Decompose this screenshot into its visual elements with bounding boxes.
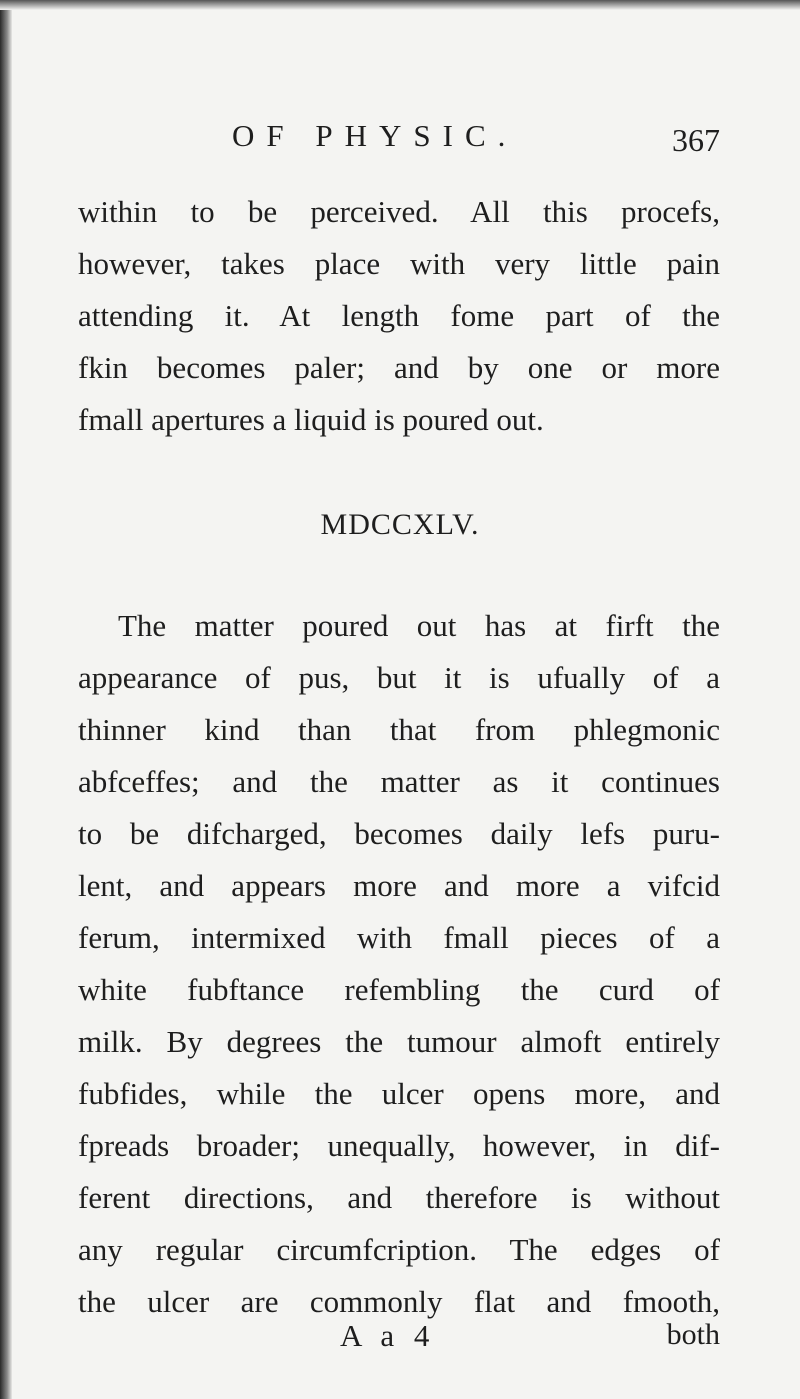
text-line: to be difcharged, becomes daily lefs puru- — [78, 816, 720, 851]
text-line: fmall apertures a liquid is poured out. — [78, 402, 544, 437]
paragraph-main — [78, 600, 720, 1328]
text-line: white fubftance refembling the curd of — [78, 972, 720, 1007]
text-line: within to be perceived. All this procefs, — [78, 194, 720, 229]
text-line: any regular circumfcription. The edges of — [78, 1232, 720, 1267]
text-line: The matter poured out has at firft the — [118, 608, 720, 643]
text-line: milk. By degrees the tumour almoft entirely — [78, 1024, 720, 1059]
text-line: attending it. At length fome part of the — [78, 298, 720, 333]
text-line: ferum, intermixed with fmall pieces of a — [78, 920, 720, 955]
text-line: fpreads broader; unequally, however, in dif- — [78, 1128, 720, 1163]
paragraph-continued — [78, 186, 720, 446]
text-line: thinner kind than that from phlegmonic — [78, 712, 720, 747]
page-header — [232, 118, 720, 168]
text-line: fkin becomes paler; and by one or more — [78, 350, 720, 385]
text-line: ferent directions, and therefore is without — [78, 1180, 720, 1215]
page-number: 367 — [672, 122, 720, 158]
text-line: appearance of pus, but it is ufually of a — [78, 660, 720, 695]
running-title: OF PHYSIC. — [232, 118, 518, 153]
page-footer — [78, 1318, 720, 1362]
catchword: both — [666, 1318, 720, 1351]
text-line: the ulcer are commonly flat and fmooth, — [78, 1284, 720, 1319]
text-line: however, takes place with very little pain — [78, 246, 720, 281]
text-line: abfceffes; and the matter as it continues — [78, 764, 720, 799]
text-line: lent, and appears more and more a vifcid — [78, 868, 720, 903]
section-heading: MDCCXLV. — [320, 508, 480, 541]
text-line: fubfides, while the ulcer opens more, and — [78, 1076, 720, 1111]
signature-mark: A a 4 — [340, 1318, 436, 1353]
